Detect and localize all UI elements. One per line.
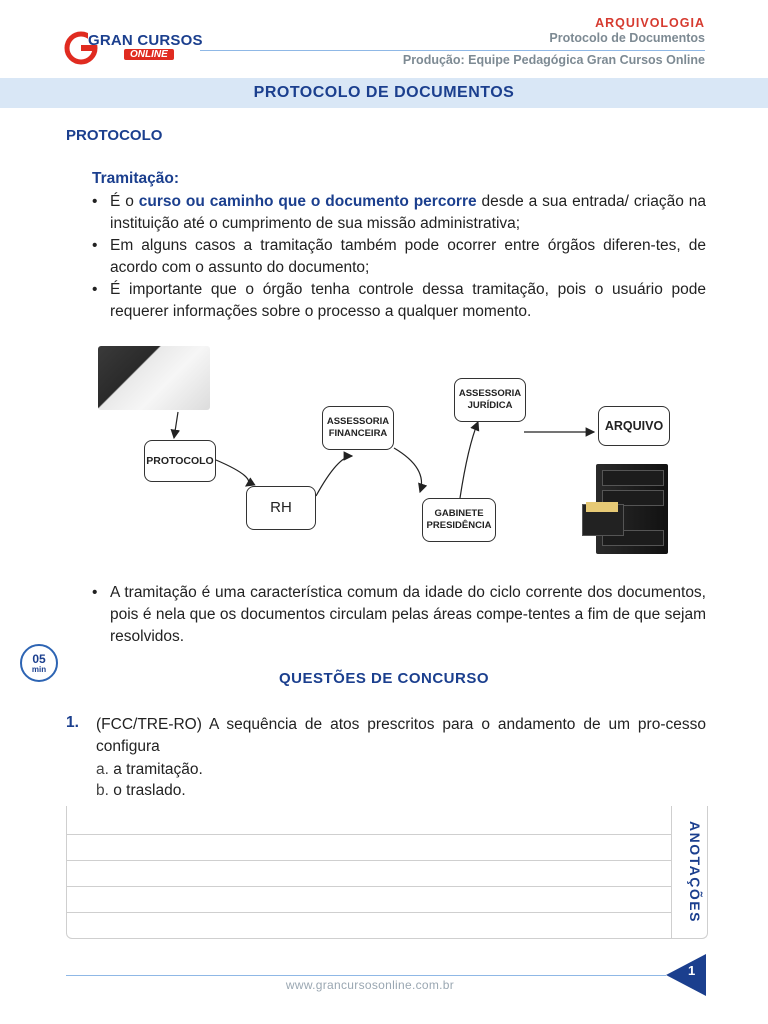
questions-heading: QUESTÕES DE CONCURSO (278, 670, 490, 687)
notes-line (67, 886, 671, 887)
bullet-text: É o (110, 193, 139, 210)
file-cabinet-icon (596, 464, 668, 554)
header-topic: Protocolo de Documentos (549, 31, 705, 45)
box-arquivo (598, 406, 670, 446)
time-value: 05 (32, 652, 46, 666)
question-number: 1. (66, 714, 79, 731)
box-rh (246, 486, 316, 530)
box-gabinete-label-2: PRESIDÊNCIA (426, 520, 492, 531)
notes-box (66, 806, 708, 939)
bullet-dot-icon: • (92, 584, 98, 601)
arrow-financeira-gabinete (394, 448, 422, 492)
notes-label: ANOTAÇÕES (687, 821, 703, 923)
bullet-text: Em alguns casos a tramitação também pode ocorrer entre órgãos diferen-tes, de acordo com o assunto do documento; (110, 237, 706, 276)
bullet-item (92, 582, 706, 648)
box-financeira-label-1: ASSESSORIA (326, 416, 390, 427)
tramitacao-diagram (98, 346, 670, 558)
notes-line (67, 912, 671, 913)
box-juridica-label-1: ASSESSORIA (458, 388, 522, 399)
box-protocolo (144, 440, 216, 482)
box-assessoria-financeira (322, 406, 394, 450)
arrow-docs-protocolo (174, 412, 178, 438)
bullet-dot-icon: • (92, 281, 98, 298)
bullet-item (92, 191, 706, 235)
option-text: o traslado. (113, 782, 186, 799)
box-arquivo-label: ARQUIVO (604, 419, 664, 433)
box-assessoria-juridica (454, 378, 526, 422)
page-corner-icon (666, 954, 706, 996)
option-letter: b. (96, 782, 109, 799)
header-info (549, 16, 705, 45)
option-b (96, 782, 186, 800)
section-heading: PROTOCOLO (66, 127, 163, 144)
option-letter: a. (96, 761, 109, 778)
arrow-protocolo-rh (216, 460, 249, 486)
highlight-text: curso ou caminho que o documento percorre (138, 193, 477, 210)
bullet-dot-icon: • (92, 237, 98, 254)
box-financeira-label-2: FINANCEIRA (328, 428, 388, 439)
arrow-rh-financeira (316, 456, 352, 496)
option-a (96, 761, 203, 779)
footer-divider (66, 975, 666, 976)
subsection-heading: Tramitação: (92, 170, 180, 187)
box-protocolo-label: PROTOCOLO (146, 455, 214, 467)
bullet-text: A tramitação é uma característica comum da idade do ciclo corrente dos documentos, pois é nela que os documentos circulam pelas áreas compe-tentes a fim de que sejam resolvidos. (110, 584, 706, 645)
box-gabinete-label-1: GABINETE (434, 508, 484, 519)
box-rh-label: RH (270, 499, 292, 516)
logo-main-text: GRAN CURSOS (88, 32, 203, 49)
notes-line (67, 834, 671, 835)
page-title: PROTOCOLO DE DOCUMENTOS (0, 78, 768, 108)
header-production: Produção: Equipe Pedagógica Gran Cursos Online (402, 53, 705, 67)
footer-url: www.grancursosonline.com.br (285, 978, 455, 992)
option-text: a tramitação. (113, 761, 203, 778)
bullet-item (92, 279, 706, 323)
bullet-text: desde a sua entrada/ criação na instituição até o cumprimento de sua missão administrativa; (110, 193, 706, 232)
bullet-text: É importante que o órgão tenha controle dessa tramitação, pois o usuário pode requerer informações sobre o processo a qualquer momento. (110, 281, 706, 320)
bullet-item (92, 235, 706, 279)
page-number-badge (666, 954, 706, 996)
brand-logo (64, 30, 203, 68)
header-subject: ARQUIVOLOGIA (595, 16, 705, 30)
notes-separator (671, 806, 672, 938)
arrow-gabinete-juridica (460, 422, 478, 498)
page-number: 1 (688, 963, 696, 978)
time-unit: min (31, 665, 47, 674)
box-juridica-label-2: JURÍDICA (467, 400, 513, 411)
bullet-dot-icon: • (92, 193, 98, 210)
notes-line (67, 860, 671, 861)
box-gabinete-presidencia (422, 498, 496, 542)
logo-sub-text: ONLINE (124, 49, 174, 60)
question-text: (FCC/TRE-RO) A sequência de atos prescritos para o andamento de um pro-cesso configura (96, 716, 706, 755)
header-divider (200, 50, 705, 51)
